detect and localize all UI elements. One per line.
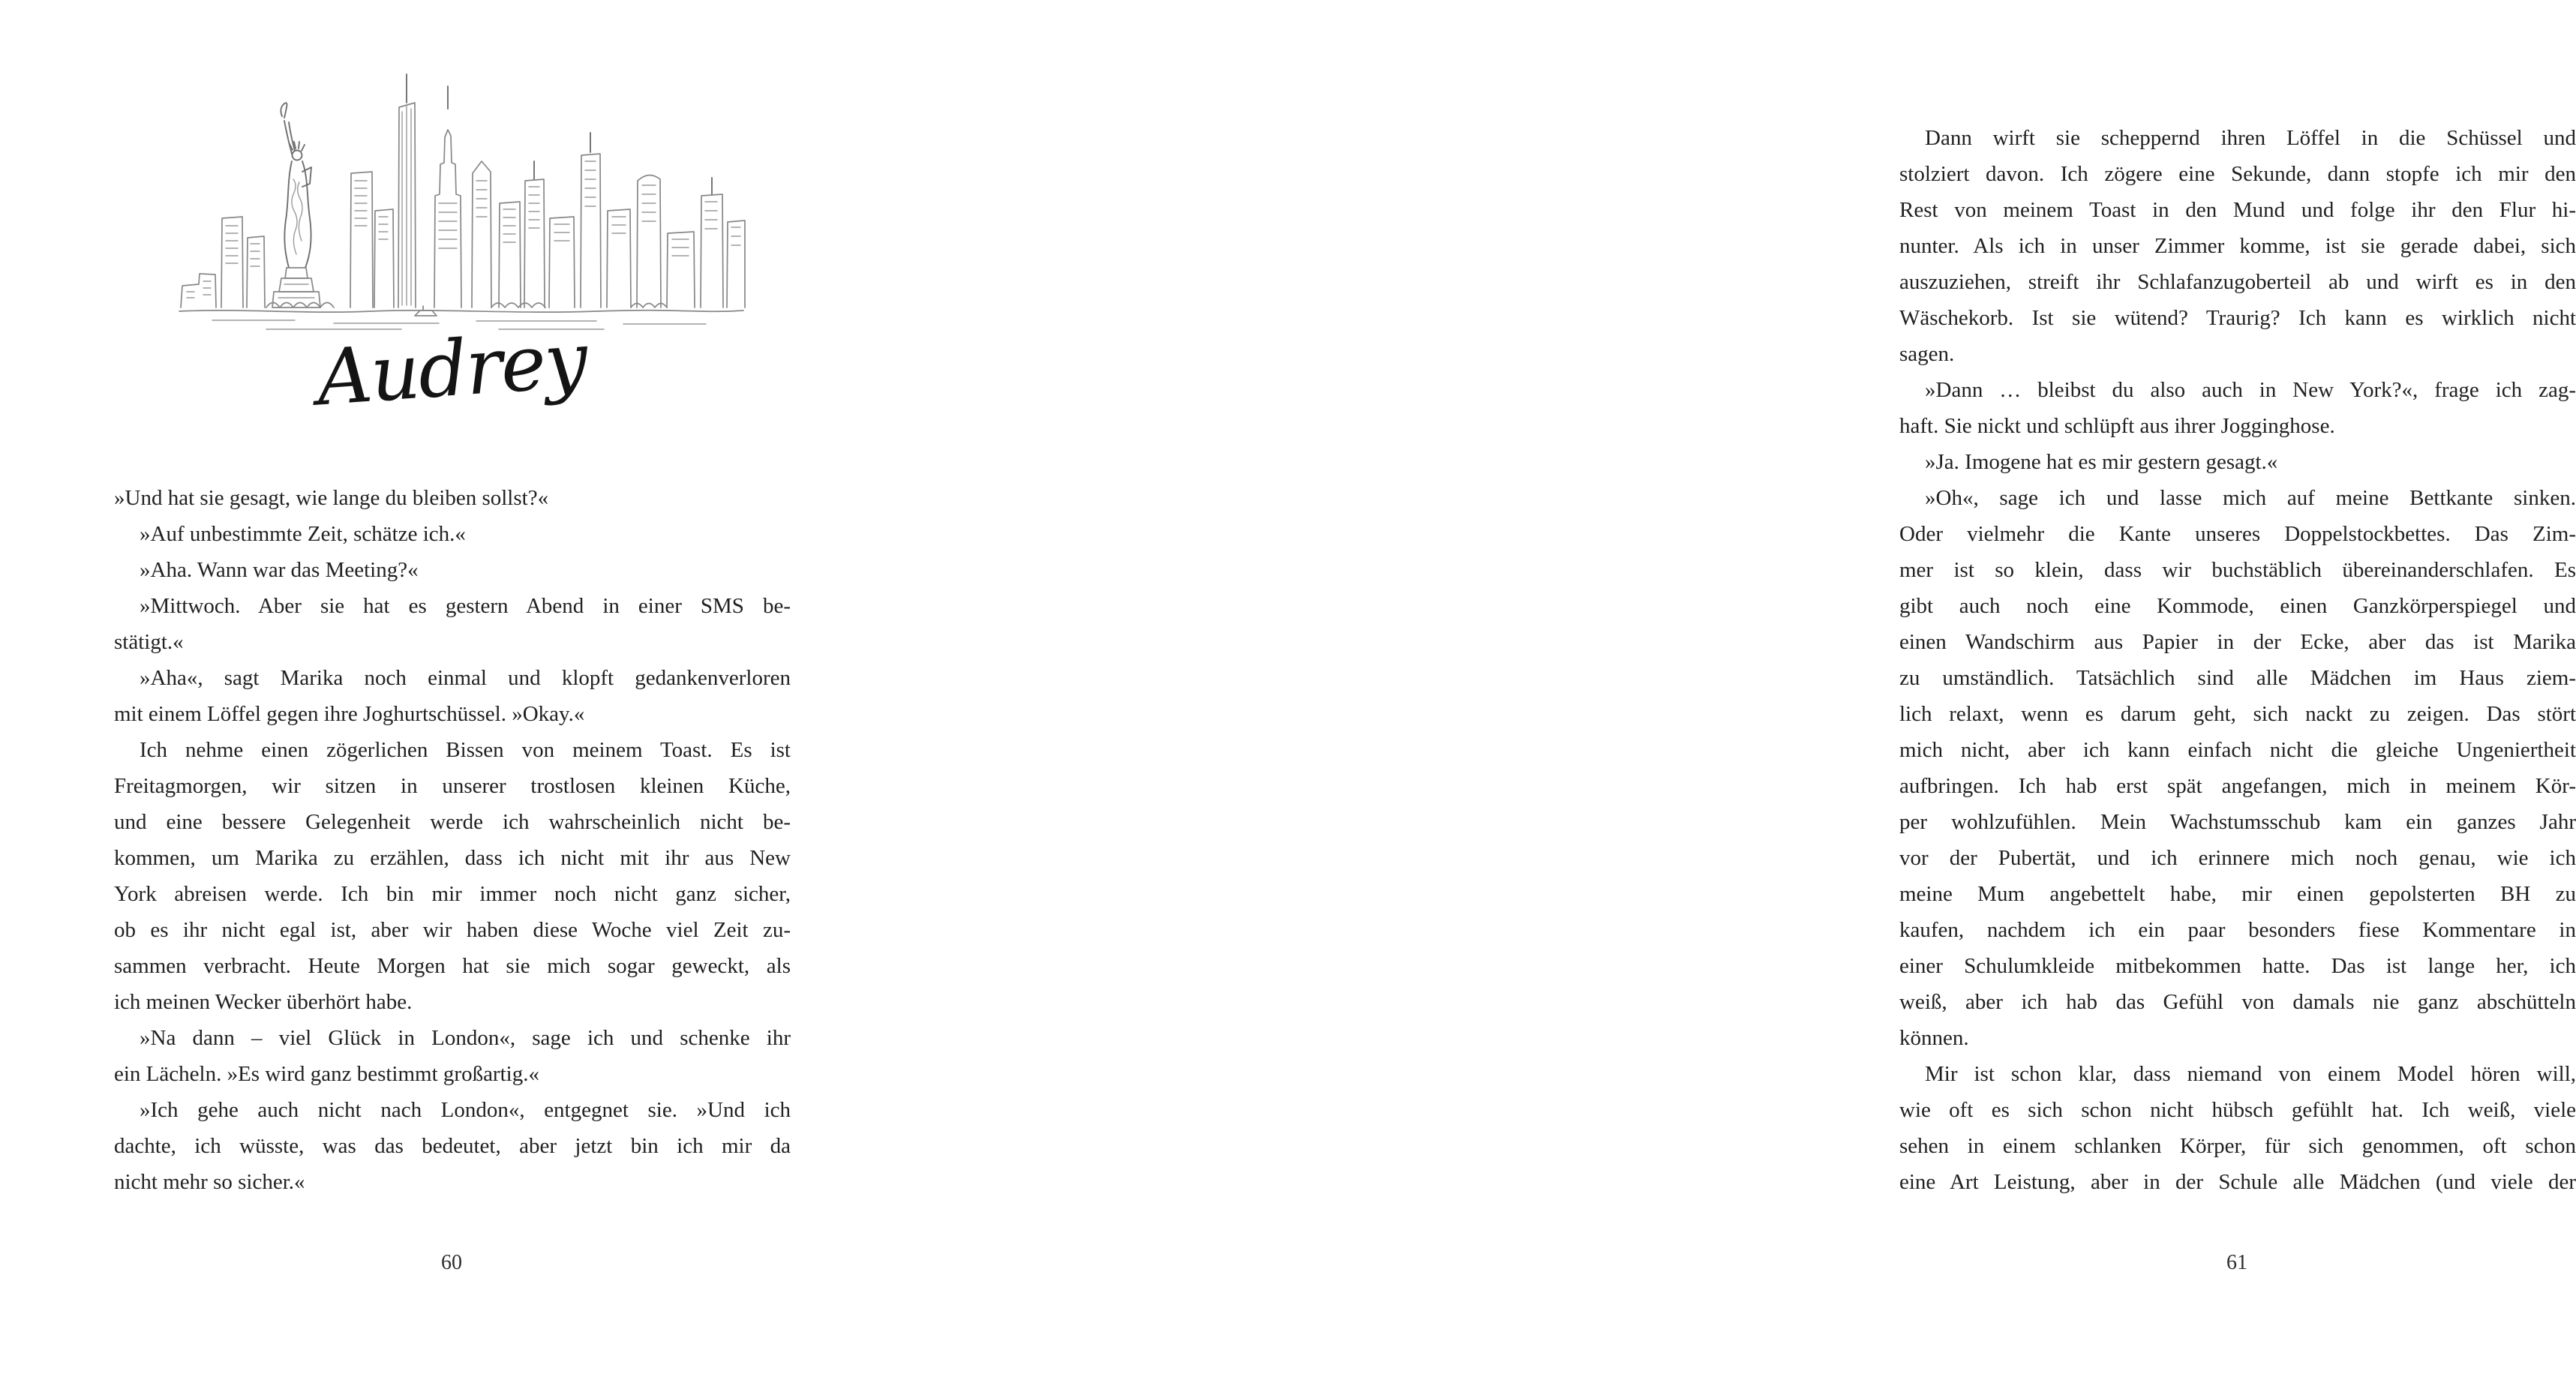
nyc-skyline-illustration: [176, 58, 746, 338]
text-line: einen Wandschirm aus Papier in der Ecke, aber das ist Marika: [1899, 630, 2576, 654]
text-line: zu umständlich. Tatsächlich sind alle Mädchen im Haus ziem-: [1899, 666, 2576, 690]
text-line: und eine bessere Gelegenheit werde ich wahrscheinlich nicht be-: [114, 810, 791, 834]
text-line: »Ich gehe auch nicht nach London«, entgegnet sie. »Und ich: [140, 1098, 791, 1122]
text-line: können.: [1899, 1026, 1969, 1050]
text-line: haft. Sie nickt und schlüpft aus ihrer Jogginghose.: [1899, 414, 2335, 438]
text-line: vor der Pubertät, und ich erinnere mich noch genau, wie ich: [1899, 846, 2576, 870]
text-line: kaufen, nachdem ich ein paar besonders fiese Kommentare in: [1899, 918, 2576, 942]
text-line: aufbringen. Ich hab erst spät angefangen, mich in meinem Kör-: [1899, 774, 2576, 798]
text-line: Oder vielmehr die Kante unseres Doppelstockbettes. Das Zim-: [1899, 522, 2576, 546]
text-line: York abreisen werde. Ich bin mir immer noch nicht ganz sicher,: [114, 882, 791, 906]
text-line: meine Mum angebettelt habe, mir einen gepolsterten BH zu: [1899, 882, 2576, 906]
text-line: »Auf unbestimmte Zeit, schätze ich.«: [140, 522, 466, 546]
text-line: Wäschekorb. Ist sie wütend? Traurig? Ich kann es wirklich nicht: [1899, 306, 2576, 330]
text-line: Mir ist schon klar, dass niemand von einem Model hören will,: [1925, 1062, 2576, 1086]
text-line: mer ist so klein, dass wir buchstäblich übereinanderschlafen. Es: [1899, 558, 2576, 582]
text-line: sehen in einem schlanken Körper, für sich genommen, oft schon: [1899, 1134, 2576, 1158]
text-line: dachte, ich wüsste, was das bedeutet, aber jetzt bin ich mir da: [114, 1134, 791, 1158]
text-line: weiß, aber ich hab das Gefühl von damals nie ganz abschütteln: [1899, 990, 2576, 1014]
text-line: lich relaxt, wenn es darum geht, sich nackt zu zeigen. Das stört: [1899, 702, 2576, 726]
text-line: »Na dann – viel Glück in London«, sage ich und schenke ihr: [140, 1026, 791, 1050]
text-line: »Oh«, sage ich und lasse mich auf meine Bettkante sinken.: [1925, 486, 2576, 510]
left-page: [0, 0, 900, 1374]
text-line: kommen, um Marika zu erzählen, dass ich nicht mit ihr aus New: [114, 846, 791, 870]
text-line: ob es ihr nicht egal ist, aber wir haben diese Woche viel Zeit zu-: [114, 918, 791, 942]
text-line: »Aha«, sagt Marika noch einmal und klopft gedankenverloren: [140, 666, 791, 690]
left-page-text: [114, 480, 791, 1200]
text-line: einer Schulumkleide mitbekommen hatte. Das ist lange her, ich: [1899, 954, 2576, 978]
text-line: sammen verbracht. Heute Morgen hat sie mich sogar geweckt, als: [114, 954, 791, 978]
right-page-text: [1899, 120, 2576, 1200]
text-line: Rest von meinem Toast in den Mund und folge ihr den Flur hi-: [1899, 198, 2576, 222]
text-line: »Ja. Imogene hat es mir gestern gesagt.«: [1925, 450, 2278, 474]
text-line: mit einem Löffel gegen ihre Joghurtschüssel. »Okay.«: [114, 702, 585, 726]
text-line: »Mittwoch. Aber sie hat es gestern Abend in einer SMS be-: [140, 594, 791, 618]
text-line: wie oft es sich schon nicht hübsch gefühlt hat. Ich weiß, viele: [1899, 1098, 2576, 1122]
chapter-title: Audrey: [314, 315, 590, 424]
statue-of-liberty-sketch: [272, 103, 320, 308]
text-line: »Aha. Wann war das Meeting?«: [140, 558, 419, 582]
text-line: Freitagmorgen, wir sitzen in unserer trostlosen kleinen Küche,: [114, 774, 791, 798]
text-line: mich nicht, aber ich kann einfach nicht die gleiche Ungeniertheit: [1899, 738, 2576, 762]
text-line: eine Art Leistung, aber in der Schule alle Mädchen (und viele der: [1899, 1170, 2576, 1194]
text-line: »Dann … bleibst du also auch in New York?«, frage ich zag-: [1925, 378, 2576, 402]
text-line: stolziert davon. Ich zögere eine Sekunde, dann stopfe ich mir den: [1899, 162, 2576, 186]
text-line: sagen.: [1899, 342, 1955, 366]
text-line: nicht mehr so sicher.«: [114, 1170, 305, 1194]
page-number-right: 61: [2226, 1251, 2247, 1274]
page-number-left: 60: [441, 1251, 462, 1274]
text-line: stätigt.«: [114, 630, 184, 654]
right-page: [900, 0, 2576, 1374]
text-line: »Und hat sie gesagt, wie lange du bleiben sollst?«: [114, 486, 549, 510]
text-line: ein Lächeln. »Es wird ganz bestimmt großartig.«: [114, 1062, 539, 1086]
text-line: Ich nehme einen zögerlichen Bissen von meinem Toast. Es ist: [140, 738, 791, 762]
text-line: ich meinen Wecker überhört habe.: [114, 990, 413, 1014]
skyline-buildings-sketch: [181, 74, 745, 308]
text-line: auszuziehen, streift ihr Schlafanzugoberteil ab und wirft es in den: [1899, 270, 2576, 294]
text-line: gibt auch noch eine Kommode, einen Ganzkörperspiegel und: [1899, 594, 2576, 618]
text-line: nunter. Als ich in unser Zimmer komme, ist sie gerade dabei, sich: [1899, 234, 2576, 258]
text-line: Dann wirft sie scheppernd ihren Löffel in die Schüssel und: [1925, 126, 2576, 150]
text-line: per wohlzufühlen. Mein Wachstumsschub kam ein ganzes Jahr: [1899, 810, 2576, 834]
